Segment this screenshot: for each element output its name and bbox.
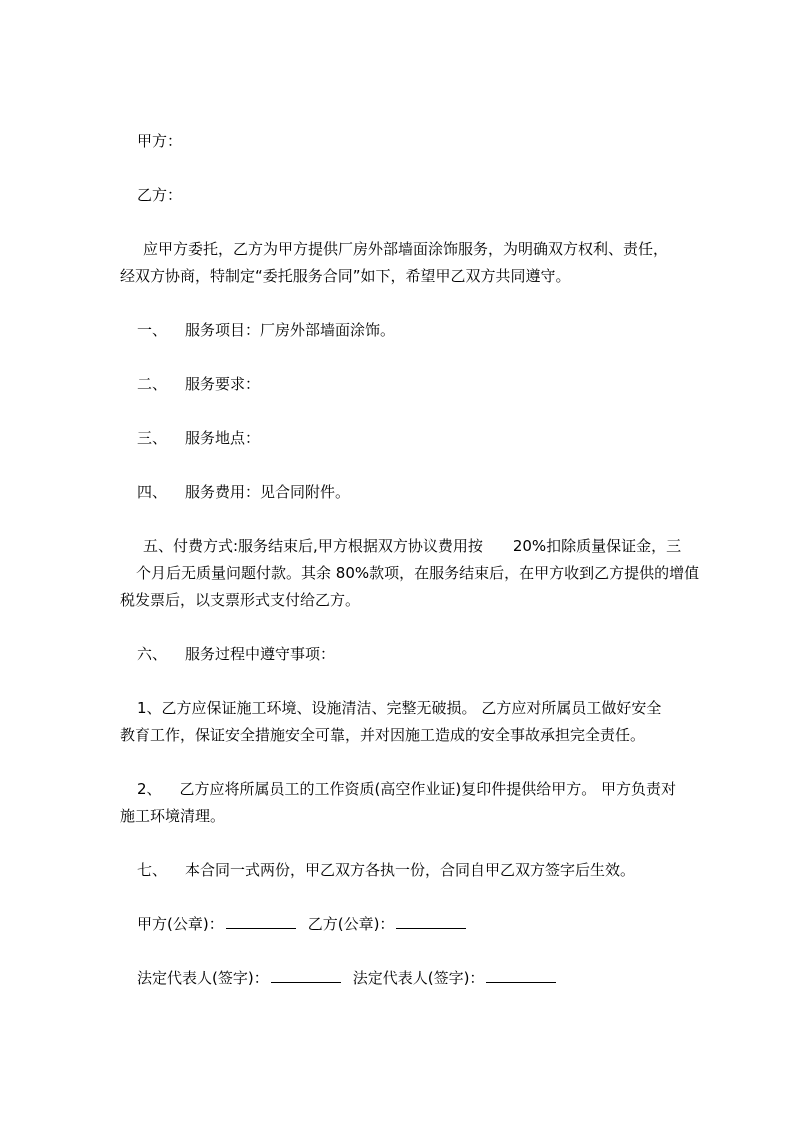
clause-3-number: 三、 <box>137 429 168 447</box>
party-b-label: 乙方： <box>137 186 183 204</box>
signature-line <box>137 968 556 988</box>
party-a-seal-label: 甲方(公章)： <box>137 915 224 933</box>
clause-6-number: 六、 <box>137 645 168 663</box>
rep-a-signature-blank[interactable] <box>271 968 341 983</box>
clause-6-text: 服务过程中遵守事项： <box>185 645 336 663</box>
clause-4-number: 四、 <box>137 483 168 501</box>
clause-5-line-2: 个月后无质量问题付款。其余 80%款项，在服务结束后，在甲方收到乙方提供的增值 <box>136 564 700 582</box>
clause-3-text: 服务地点： <box>185 429 261 447</box>
clause-3 <box>137 428 260 448</box>
clause-1-number: 一、 <box>137 321 168 339</box>
party-b-seal-label: 乙方(公章)： <box>307 915 395 933</box>
clause-2-text: 服务要求： <box>185 375 261 393</box>
clause-1 <box>137 320 395 340</box>
rule-2-line-2: 施工环境清理。 <box>120 807 226 825</box>
clause-2 <box>137 374 260 394</box>
clause-7-number: 七、 <box>137 861 168 879</box>
party-b-seal-blank[interactable] <box>396 914 466 929</box>
rep-b-label: 法定代表人(签字)： <box>352 969 485 987</box>
clause-7-text: 本合同一式两份，甲乙双方各执一份，合同自甲乙双方签字后生效。 <box>185 861 636 879</box>
clause-5-line-1 <box>143 536 681 556</box>
clause-5-text-a: 五、付费方式:服务结束后,甲方根据双方协议费用按 <box>143 537 483 555</box>
rule-2-line-1 <box>137 779 676 799</box>
rule-1-line-1: 1、乙方应保证施工环境、设施清洁、完整无破损。 乙方应对所属员工做好安全 <box>137 699 662 717</box>
rep-b-signature-blank[interactable] <box>486 968 556 983</box>
clause-7 <box>137 860 635 880</box>
rule-2-number: 2、 <box>137 780 162 798</box>
clause-1-text: 服务项目：厂房外部墙面涂饰。 <box>185 321 396 339</box>
clause-4-text: 服务费用：见合同附件。 <box>185 483 351 501</box>
clause-4 <box>137 482 350 502</box>
party-a-label: 甲方： <box>137 132 183 150</box>
intro-line-1: 应甲方委托，乙方为甲方提供厂房外部墙面涂饰服务，为明确双方权利、责任， <box>143 240 669 258</box>
rule-1-line-2: 教育工作，保证安全措施安全可靠，并对因施工造成的安全事故承担完全责任。 <box>120 726 646 744</box>
rep-a-label: 法定代表人(签字)： <box>137 969 269 987</box>
clause-2-number: 二、 <box>137 375 168 393</box>
seal-line <box>137 914 466 934</box>
clause-5-line-3: 税发票后，以支票形式支付给乙方。 <box>120 591 361 609</box>
clause-5-text-b: 20%扣除质量保证金，三 <box>512 537 682 555</box>
clause-6 <box>137 644 335 664</box>
rule-2-text: 乙方应将所属员工的工作资质(高空作业证)复印件提供给甲方。 甲方负责对 <box>179 780 677 798</box>
party-a-seal-blank[interactable] <box>226 914 296 929</box>
intro-line-2: 经双方协商，特制定“委托服务合同”如下，希望甲乙双方共同遵守。 <box>120 267 571 285</box>
